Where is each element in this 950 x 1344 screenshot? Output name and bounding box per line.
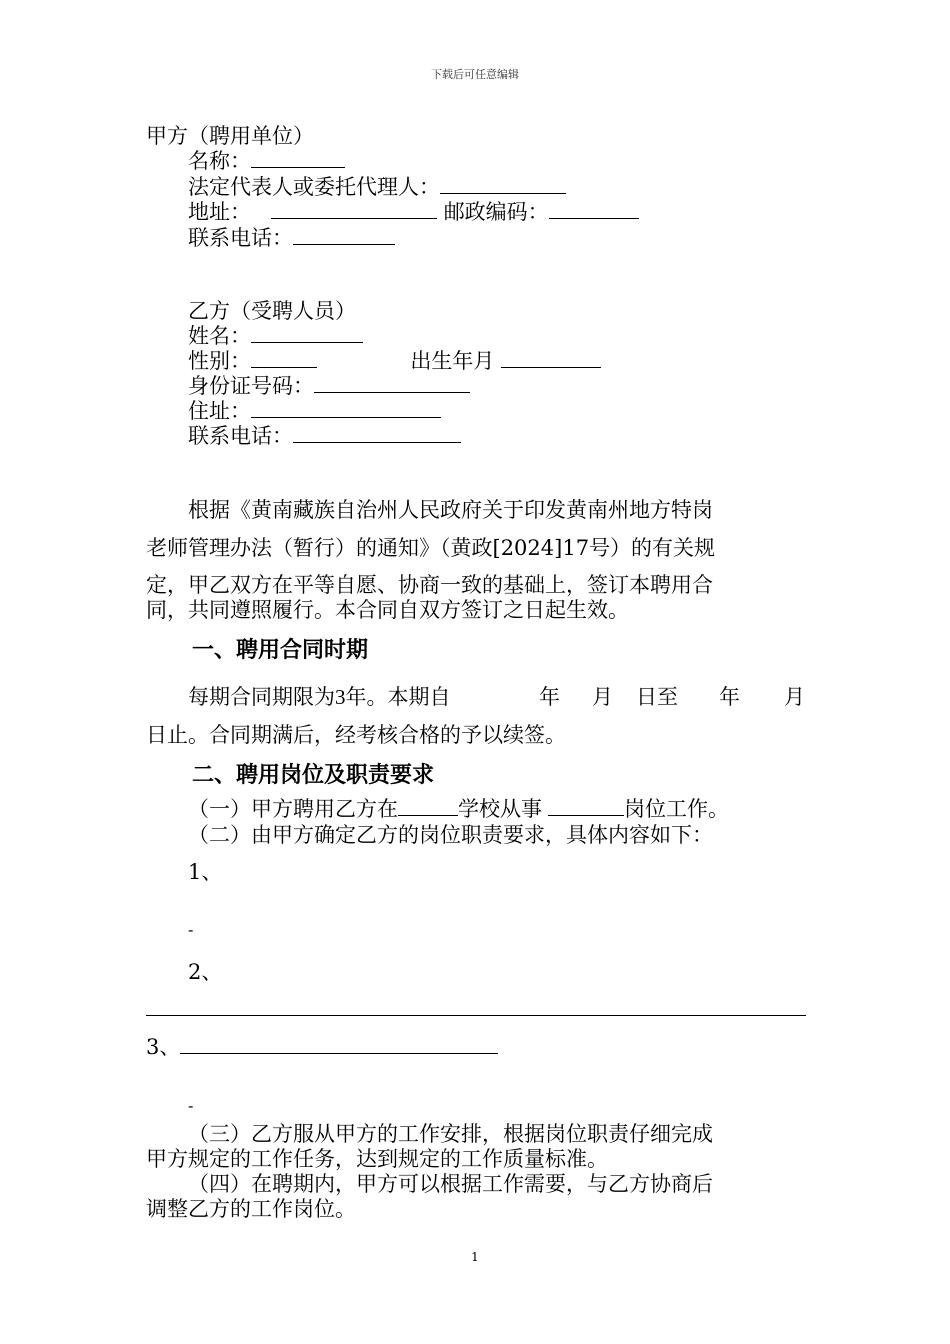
party-a-address-blank[interactable] [271,200,437,219]
party-b-id-row [188,373,470,399]
contract-term-years: 3 [335,685,346,709]
party-b-phone-label: 联系电话： [188,424,293,448]
party-a-address-row [188,199,639,225]
party-b-gender-row [188,348,601,374]
section-2-item-4-line-2: 调整乙方的工作岗位。 [146,1197,356,1221]
party-a-phone-blank[interactable] [293,226,395,245]
party-b-name-label: 姓名： [188,324,251,348]
party-b-address-blank[interactable] [251,399,441,418]
header-note: 下载后可任意编辑 [431,68,519,81]
party-b-gender-blank[interactable] [251,349,317,368]
section-2-item-3-line-2: 甲方规定的工作任务，达到规定的工作质量标准。 [146,1147,608,1171]
item-1-prefix: （一）甲方聘用乙方在 [188,797,398,821]
party-a-name-row [188,148,345,174]
party-b-title: 乙方（受聘人员） [188,299,356,323]
duty-dash-1: - [188,920,194,939]
party-b-id-label: 身份证号码： [188,374,314,398]
party-a-rep-blank[interactable] [440,175,566,194]
start-year-label: 年 [539,685,560,709]
party-b-birth-label: 出生年月 [410,349,495,373]
section-2-item-1 [188,796,729,822]
page-number: 1 [471,1250,479,1264]
item-1-suffix: 岗位工作。 [624,797,729,821]
section-1-heading: 一、聘用合同时期 [192,637,369,663]
party-b-address-label: 住址： [188,399,251,423]
duty-dash-2: - [188,1096,194,1115]
party-b-phone-row [188,423,461,449]
party-b-gender-label: 性别： [188,349,251,373]
party-b-id-blank[interactable] [314,374,470,393]
party-a-name-label: 名称： [188,149,251,173]
section-2-item-2: （二）由甲方确定乙方的岗位职责要求，具体内容如下： [188,823,713,847]
party-a-phone-label: 联系电话： [188,226,293,250]
party-b-name-row [188,323,363,349]
section-2-heading: 二、聘用岗位及职责要求 [192,762,435,788]
party-a-rep-label: 法定代表人或委托代理人： [188,175,440,199]
party-b-name-blank[interactable] [251,324,363,343]
party-b-birth-blank[interactable] [501,349,601,368]
party-a-name-blank[interactable] [251,149,345,168]
duty-3-blank[interactable] [180,1035,498,1054]
duty-2-blank-line[interactable] [146,1015,806,1016]
duty-number-2: 2、 [188,960,223,984]
party-a-title: 甲方（聘用单位） [146,124,314,148]
position-blank[interactable] [548,797,624,816]
intro-line-2: 老师管理办法（暂行）的通知》（黄政[2024]17号）的有关规 [146,536,716,560]
duty-number-3: 3、 [146,1035,181,1059]
party-a-postcode-blank[interactable] [549,200,639,219]
section-1-line-2: 日止。合同期满后，经考核合格的予以续签。 [146,723,566,747]
contract-term-prefix: 每期合同期限为 [188,685,335,709]
contract-term-from: 年。本期自 [345,685,451,709]
intro-line-3: 定，甲乙双方在平等自愿、协商一致的基础上，签订本聘用合 [146,573,713,597]
start-month-label: 月 [592,685,613,709]
item-1-middle: 学校从事 [458,797,542,821]
section-2-item-4-line-1: （四）在聘期内，甲方可以根据工作需要，与乙方协商后 [188,1172,713,1196]
section-1-line-1 [188,684,451,710]
school-blank[interactable] [398,797,458,816]
party-a-address-label: 地址： [188,200,251,224]
party-b-phone-blank[interactable] [293,424,461,443]
party-a-postcode-label: 邮政编码： [443,200,549,224]
duty-number-1: 1、 [188,860,223,884]
party-a-rep-row [188,174,566,200]
end-year-label: 年 [719,685,740,709]
end-month-label: 月 [784,685,805,709]
intro-line-4: 同，共同遵照履行。本合同自双方签订之日起生效。 [146,598,629,622]
party-b-address-row [188,398,441,424]
start-day-to-label: 日至 [636,685,678,709]
duty-3-row [146,1034,498,1060]
party-a-phone-row [188,225,395,251]
intro-line-1: 根据《黄南藏族自治州人民政府关于印发黄南州地方特岗 [188,498,713,522]
section-2-item-3-line-1: （三）乙方服从甲方的工作安排，根据岗位职责仔细完成 [188,1122,713,1146]
